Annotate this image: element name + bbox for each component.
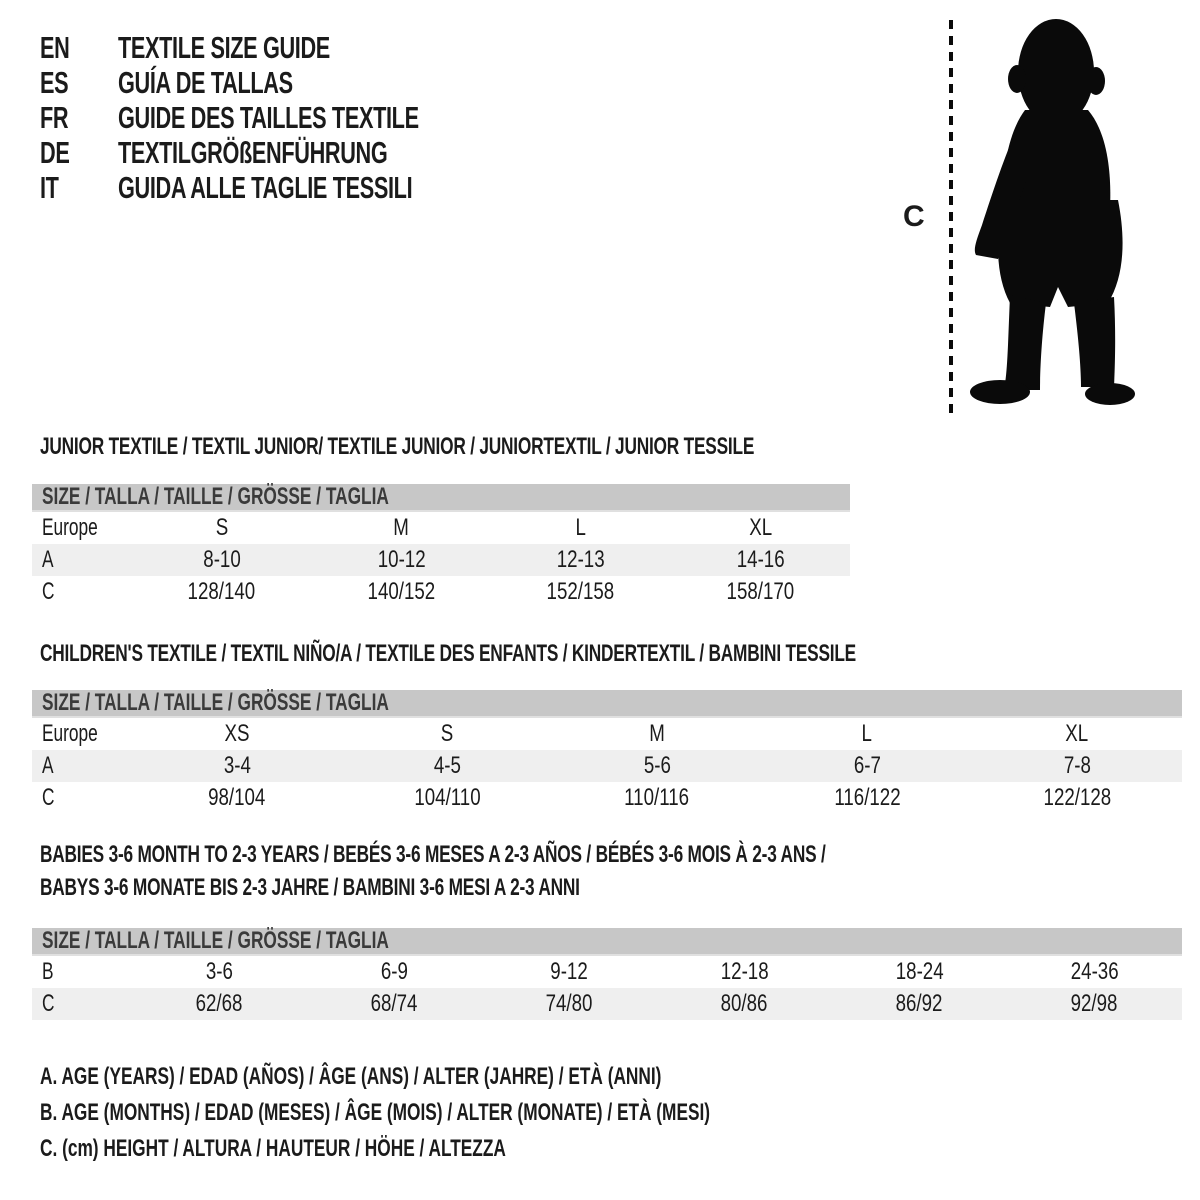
language-row	[40, 65, 548, 100]
size-cell: 8-10	[203, 546, 241, 573]
table-row	[32, 576, 850, 608]
language-title: GUÍA DE TALLAS	[118, 64, 293, 100]
babies-size-table	[32, 928, 1182, 1020]
language-title-list	[40, 30, 548, 205]
table-row	[32, 750, 1182, 782]
toddler-silhouette-image	[940, 15, 1145, 420]
row-label: Europe	[42, 514, 98, 541]
row-label: C	[42, 578, 55, 605]
size-cell: 4-5	[433, 752, 461, 779]
size-table-header: SIZE / TALLA / TAILLE / GRÖSSE / TAGLIA	[32, 928, 1182, 956]
children-section-title: CHILDREN'S TEXTILE / TEXTIL NIÑO/A / TEXTILE DES ENFANTS / KINDERTEXTIL / BAMBINI TESSILE	[40, 640, 856, 667]
language-code: EN	[40, 29, 70, 65]
row-label: A	[42, 546, 54, 573]
junior-size-table	[32, 484, 850, 608]
size-cell: S	[440, 720, 454, 747]
table-row	[32, 544, 850, 576]
toddler-silhouette	[970, 19, 1135, 405]
size-cell: 6-9	[380, 958, 409, 985]
size-cell: 74/80	[546, 990, 593, 1017]
size-cell: 24-36	[1070, 958, 1119, 985]
size-cell: 158/170	[726, 578, 795, 605]
legend-line-b: B. AGE (MONTHS) / EDAD (MESES) / ÂGE (MOIS) / ALTER (MONATE) / ETÀ (MESI)	[40, 1099, 711, 1126]
size-cell: 14-16	[736, 546, 785, 573]
language-title: GUIDE DES TAILLES TEXTILE	[118, 99, 419, 135]
size-cell: 9-12	[550, 958, 589, 985]
size-cell: 12-13	[556, 546, 605, 573]
language-row	[40, 100, 548, 135]
language-code: IT	[40, 169, 59, 205]
language-row	[40, 170, 548, 205]
size-table-header: SIZE / TALLA / TAILLE / GRÖSSE / TAGLIA	[32, 690, 1182, 718]
size-cell: M	[649, 720, 665, 747]
size-cell: 7-8	[1063, 752, 1091, 779]
size-cell: 3-4	[223, 752, 251, 779]
size-cell: 68/74	[371, 990, 418, 1017]
language-row	[40, 135, 548, 170]
size-cell: M	[393, 514, 410, 541]
size-cell: 5-6	[643, 752, 671, 779]
children-size-table	[32, 690, 1182, 814]
size-cell: 116/122	[833, 784, 901, 811]
row-label: B	[42, 958, 54, 985]
table-row	[32, 718, 1182, 750]
size-cell: 86/92	[896, 990, 943, 1017]
legend-line-a: A. AGE (YEARS) / EDAD (AÑOS) / ÂGE (ANS) / ALTER (JAHRE) / ETÀ (ANNI)	[40, 1063, 662, 1090]
size-cell: 18-24	[895, 958, 944, 985]
table-row	[32, 782, 1182, 814]
size-cell: 12-18	[720, 958, 769, 985]
language-code: DE	[40, 134, 70, 170]
row-label: C	[42, 784, 55, 811]
row-label: Europe	[42, 720, 98, 747]
size-cell: XL	[1065, 720, 1089, 747]
size-cell: 152/158	[546, 578, 615, 605]
size-cell: 140/152	[367, 578, 436, 605]
language-code: ES	[40, 64, 69, 100]
size-cell: 62/68	[196, 990, 243, 1017]
size-cell: 92/98	[1071, 990, 1118, 1017]
size-table-header: SIZE / TALLA / TAILLE / GRÖSSE / TAGLIA	[32, 484, 850, 512]
language-title: GUIDA ALLE TAGLIE TESSILI	[118, 169, 413, 205]
table-row	[32, 512, 850, 544]
legend-line-c: C. (cm) HEIGHT / ALTURA / HAUTEUR / HÖHE / ALTEZZA	[40, 1135, 506, 1162]
language-row	[40, 30, 548, 65]
size-cell: 110/116	[624, 784, 690, 811]
size-cell: L	[575, 514, 586, 541]
size-cell: 122/128	[1043, 784, 1111, 811]
size-cell: 128/140	[187, 578, 256, 605]
size-cell: 80/86	[721, 990, 768, 1017]
size-cell: XL	[748, 514, 772, 541]
size-cell: 10-12	[377, 546, 426, 573]
table-row	[32, 956, 1182, 988]
size-cell: 98/104	[208, 784, 266, 811]
language-title: TEXTILE SIZE GUIDE	[118, 29, 330, 65]
size-cell: 3-6	[205, 958, 234, 985]
height-measure-label: C	[903, 200, 925, 233]
table-row	[32, 988, 1182, 1020]
size-cell: L	[861, 720, 873, 747]
babies-section-title-line2: BABYS 3-6 MONATE BIS 2-3 JAHRE / BAMBINI 3-6 MESI A 2-3 ANNI	[40, 874, 580, 901]
row-label: C	[42, 990, 55, 1017]
row-label: A	[42, 752, 54, 779]
size-cell: 104/110	[413, 784, 481, 811]
size-cell: S	[215, 514, 228, 541]
size-cell: XS	[224, 720, 250, 747]
language-title: TEXTILGRÖßENFÜHRUNG	[118, 134, 388, 170]
junior-section-title: JUNIOR TEXTILE / TEXTIL JUNIOR/ TEXTILE JUNIOR / JUNIORTEXTIL / JUNIOR TESSILE	[40, 433, 755, 460]
size-cell: 6-7	[853, 752, 881, 779]
language-code: FR	[40, 99, 69, 135]
babies-section-title-line1: BABIES 3-6 MONTH TO 2-3 YEARS / BEBÉS 3-6 MESES A 2-3 AÑOS / BÉBÉS 3-6 MOIS À 2-3 ANS /	[40, 841, 826, 868]
